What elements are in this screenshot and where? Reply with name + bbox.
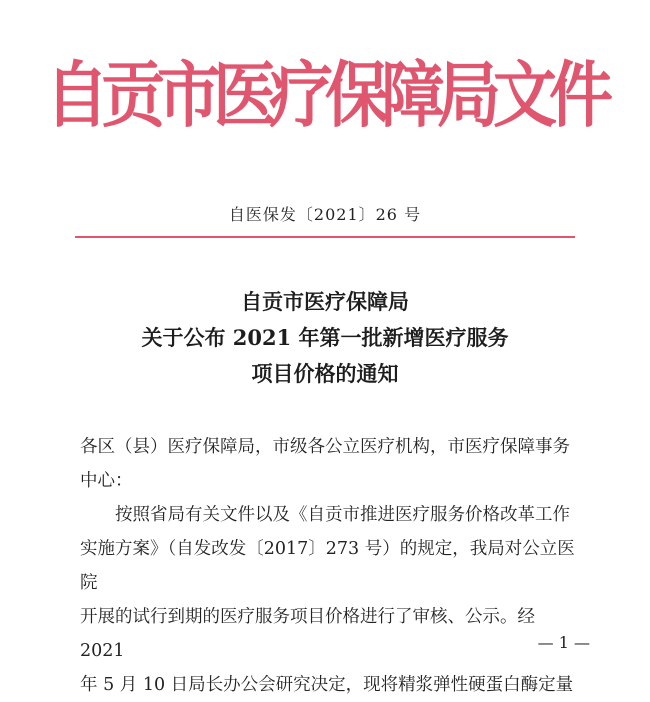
paragraph-line: 实施方案》（自发改发〔2017〕273 号）的规定，我局对公立医院	[80, 539, 575, 593]
notice-title-line: 自贡市医疗保障局	[241, 289, 409, 314]
body-text	[80, 430, 577, 702]
red-divider-line	[75, 236, 575, 238]
page-number: — 1 —	[537, 633, 590, 652]
notice-title	[0, 284, 650, 392]
addressee-line: 各区（县）医疗保障局，市级各公立医疗机构，市医疗保障事务	[80, 437, 570, 457]
addressee-line: 中心：	[80, 471, 133, 491]
paragraph-line: 年 5 月 10 日局长办公会研究决定，现将精浆弹性硬蛋白酶定量	[80, 675, 574, 695]
document-number: 自医保发〔2021〕26 号	[228, 205, 422, 224]
notice-title-line: 项目价格的通知	[251, 361, 399, 386]
paragraph-line: 按照省局有关文件以及《自贡市推进医疗服务价格改革工作	[115, 505, 570, 525]
notice-title-line: 关于公布 2021 年第一批新增医疗服务	[141, 325, 509, 350]
document-header-title: 自贡市医疗保障局文件	[45, 54, 605, 138]
paragraph-line: 开展的试行到期的医疗服务项目价格进行了审核、公示。经 2021	[80, 607, 535, 661]
